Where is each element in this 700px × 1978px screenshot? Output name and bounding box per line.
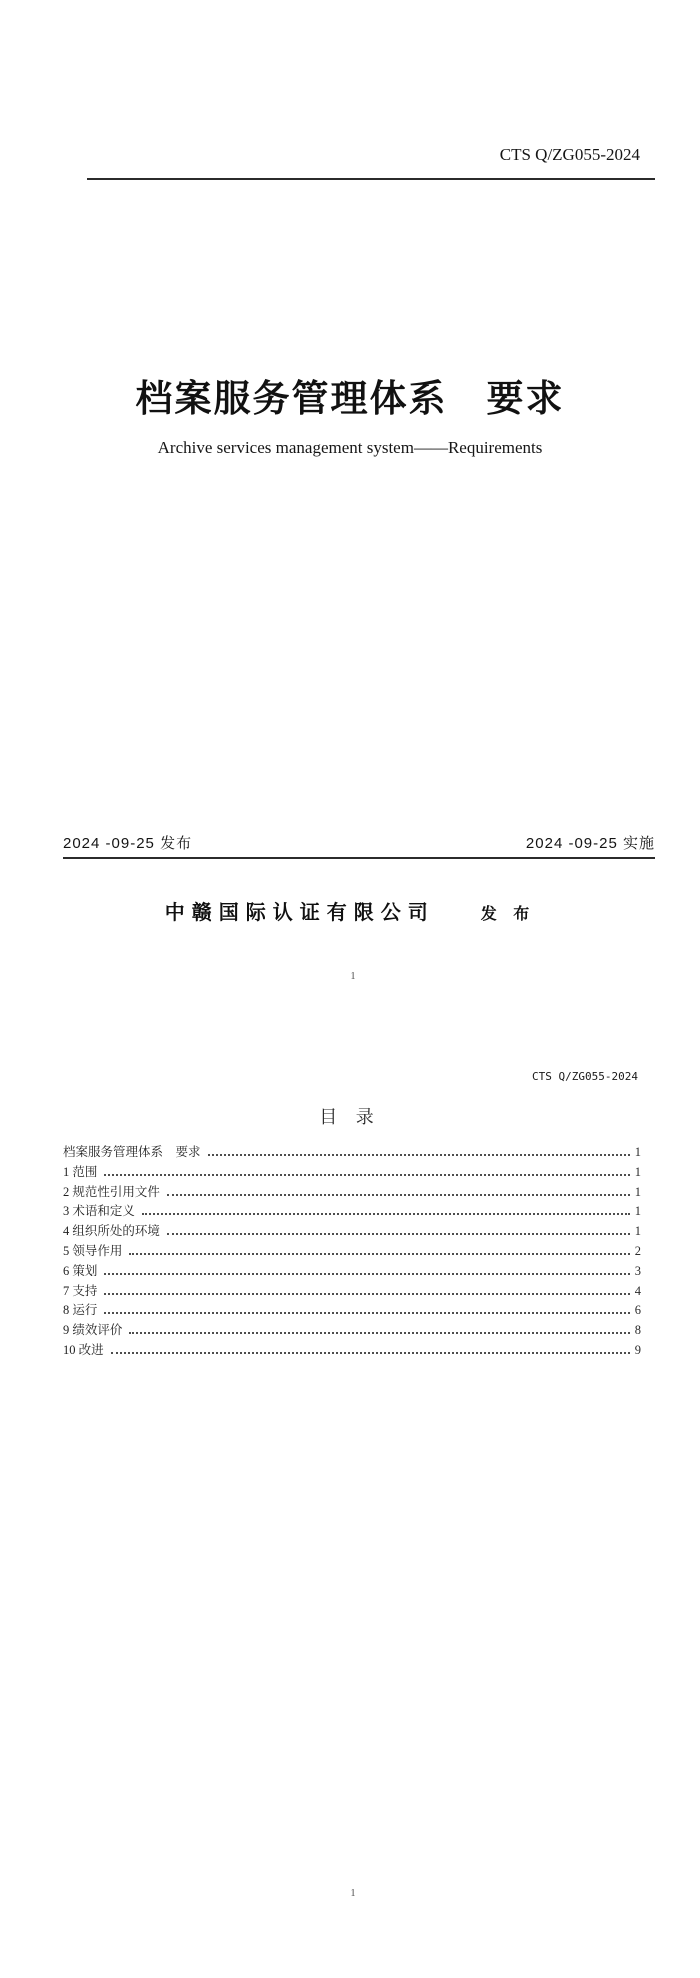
publish-label: 发 布 [480, 906, 536, 923]
toc-entry[interactable] [63, 1182, 641, 1202]
toc-entry[interactable] [63, 1142, 641, 1162]
toc-entry-page: 8 [634, 1323, 641, 1338]
toc-entry[interactable] [63, 1340, 641, 1360]
standard-code-header-toc: CTS Q/ZG055-2024 [532, 1070, 638, 1083]
toc-entry-label: 4 组织所处的环境 [63, 1224, 160, 1239]
toc-dot-leader [111, 1352, 630, 1354]
toc-dot-leader [104, 1174, 629, 1176]
toc-dot-leader [167, 1233, 630, 1235]
toc-entry-page: 1 [634, 1145, 641, 1159]
toc-entry-label: 3 术语和定义 [63, 1204, 135, 1219]
toc-page-number: 1 [350, 1888, 356, 1899]
toc-dot-leader [129, 1253, 629, 1255]
toc-entry-page: 9 [634, 1342, 641, 1357]
toc-entry-page: 1 [634, 1184, 641, 1199]
toc-entry-page: 1 [634, 1164, 641, 1179]
toc-entry-label: 9 绩效评价 [63, 1323, 123, 1338]
toc-entry-label: 档案服务管理体系 要求 [63, 1145, 201, 1159]
toc-entry-label: 10 改进 [63, 1342, 104, 1357]
standard-code-header: CTS Q/ZG055-2024 [499, 145, 640, 164]
header-divider-line [87, 178, 655, 180]
toc-dot-leader [104, 1293, 629, 1295]
issue-date: 2024 -09-25 发布 [63, 835, 193, 852]
toc-dot-leader [104, 1273, 629, 1275]
dates-divider-line [63, 857, 655, 859]
toc-entry-label: 6 策划 [63, 1263, 98, 1278]
toc-entry-page: 4 [634, 1283, 641, 1298]
document-title: 档案服务管理体系 要求 [135, 378, 565, 419]
implement-date: 2024 -09-25 实施 [525, 835, 655, 852]
toc-entry-page: 6 [634, 1303, 641, 1318]
toc-entry-page: 2 [634, 1243, 641, 1258]
dates-row [63, 832, 655, 853]
toc-entry-page: 1 [634, 1204, 641, 1219]
toc-entry-label: 2 规范性引用文件 [63, 1184, 160, 1199]
toc-entry[interactable] [63, 1241, 641, 1261]
toc-title: 目 录 [319, 1107, 381, 1127]
toc-entry-page: 1 [634, 1224, 641, 1239]
document-title-english: Archive services management system——Requirements [157, 438, 543, 457]
toc-entry[interactable] [63, 1320, 641, 1340]
toc-dot-leader [142, 1213, 630, 1215]
publisher-row [0, 896, 700, 925]
toc-entry-label: 5 领导作用 [63, 1243, 123, 1258]
toc-dot-leader [129, 1332, 629, 1334]
toc-dot-leader [167, 1194, 630, 1196]
toc-list [63, 1142, 641, 1360]
toc-entry[interactable] [63, 1201, 641, 1221]
toc-entry[interactable] [63, 1162, 641, 1182]
toc-dot-leader [104, 1312, 629, 1314]
toc-dot-leader [208, 1154, 630, 1156]
toc-entry[interactable] [63, 1261, 641, 1281]
cover-page-number: 1 [350, 971, 356, 982]
toc-entry[interactable] [63, 1300, 641, 1320]
toc-entry-label: 7 支持 [63, 1283, 98, 1298]
toc-entry[interactable] [63, 1281, 641, 1301]
toc-entry-label: 8 运行 [63, 1303, 98, 1318]
toc-entry-page: 3 [634, 1263, 641, 1278]
publisher-name: 中赣国际认证有限公司 [164, 902, 435, 924]
toc-entry-label: 1 范围 [63, 1164, 98, 1179]
toc-entry[interactable] [63, 1221, 641, 1241]
